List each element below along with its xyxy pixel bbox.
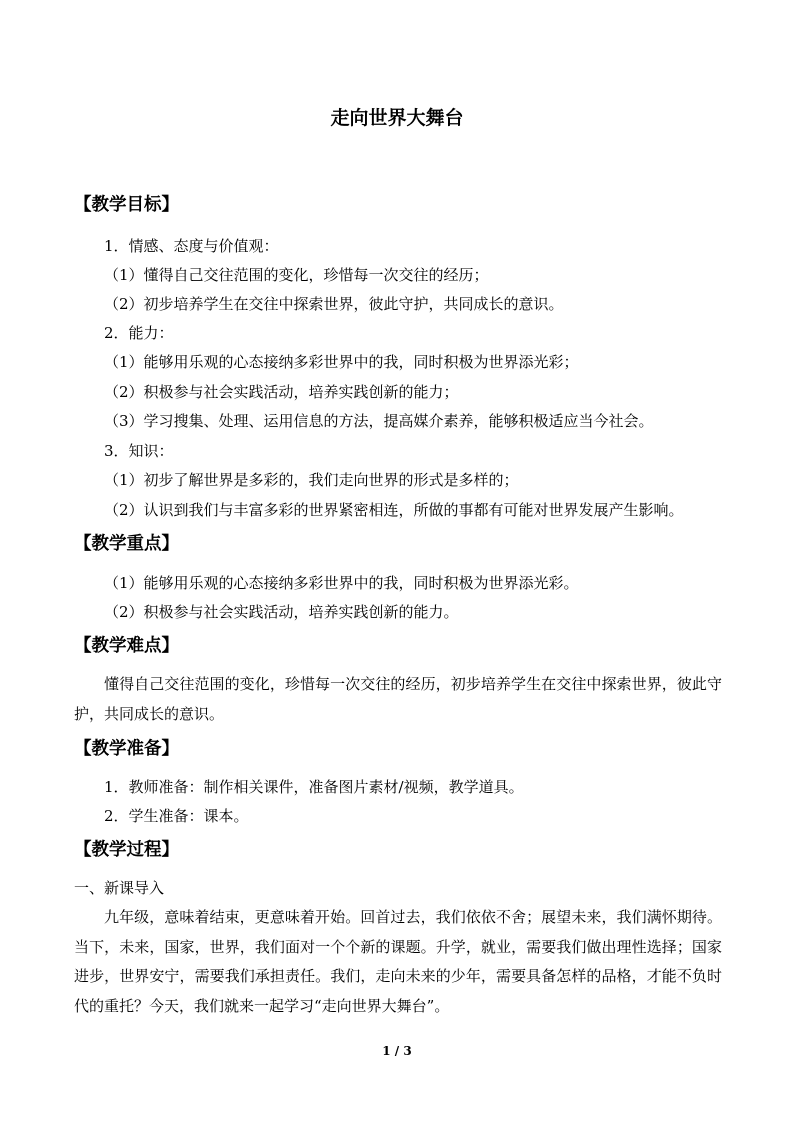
heading-goals: 【教学目标】 (74, 195, 179, 215)
page-number: 1 / 3 (382, 1044, 412, 1058)
heading-key-points: 【教学重点】 (74, 534, 179, 554)
goal-item-2-1: （1）能够用乐观的心态接纳多彩世界中的我，同时积极为世界添光彩； (104, 353, 579, 371)
goal-item-2-2: （2）积极参与社会实践活动，培养实践创新的能力； (104, 383, 459, 401)
process-intro-paragraph: 九年级，意味着结束，更意味着开始。回首过去，我们依依不舍；展望未来，我们满怀期待。当下，未来，国家，世界，我们面对一个个新的课题。升学，就业，需要我们做出理性选择；国家进步，世界安宁，需要我们承担责任。我们，走向未来的少年，需要具备怎样的品格，才能不负时代的重托？今天，我们就来一起学习“走向世界大舞台”。 (74, 908, 722, 1015)
goal-item-1-2: （2）初步培养学生在交往中探索世界，彼此守护，共同成长的意识。 (104, 295, 564, 313)
difficulties-paragraph: 懂得自己交往范围的变化，珍惜每一次交往的经历，初步培养学生在交往中探索世界，彼此守护，共同成长的意识。 (74, 675, 722, 723)
document-title: 走向世界大舞台 (330, 107, 464, 129)
goal-item-3: 3．知识： (104, 442, 174, 460)
goal-item-3-2: （2）认识到我们与丰富多彩的世界紧密相连，所做的事都有可能对世界发展产生影响。 (104, 501, 684, 519)
goal-item-2: 2．能力： (104, 324, 174, 342)
heading-preparation: 【教学准备】 (74, 739, 179, 759)
goal-item-1-1: （1）懂得自己交往范围的变化，珍惜每一次交往的经历； (104, 266, 489, 284)
goal-item-2-3: （3）学习搜集、处理、运用信息的方法，提高媒介素养，能够积极适应当今社会。 (104, 412, 654, 430)
goal-item-1: 1．情感、态度与价值观： (104, 237, 279, 255)
key-point-1: （1）能够用乐观的心态接纳多彩世界中的我，同时积极为世界添光彩。 (104, 574, 579, 592)
process-section-1: 一、新课导入 (74, 879, 165, 897)
heading-difficulties: 【教学难点】 (74, 636, 179, 656)
key-point-2: （2）积极参与社会实践活动，培养实践创新的能力。 (104, 603, 459, 621)
preparation-item-2: 2．学生准备：课本。 (104, 807, 249, 825)
heading-process: 【教学过程】 (74, 840, 179, 860)
goal-item-3-1: （1）初步了解世界是多彩的，我们走向世界的形式是多样的； (104, 471, 519, 489)
preparation-item-1: 1．教师准备：制作相关课件，准备图片素材/视频，教学道具。 (104, 778, 524, 796)
